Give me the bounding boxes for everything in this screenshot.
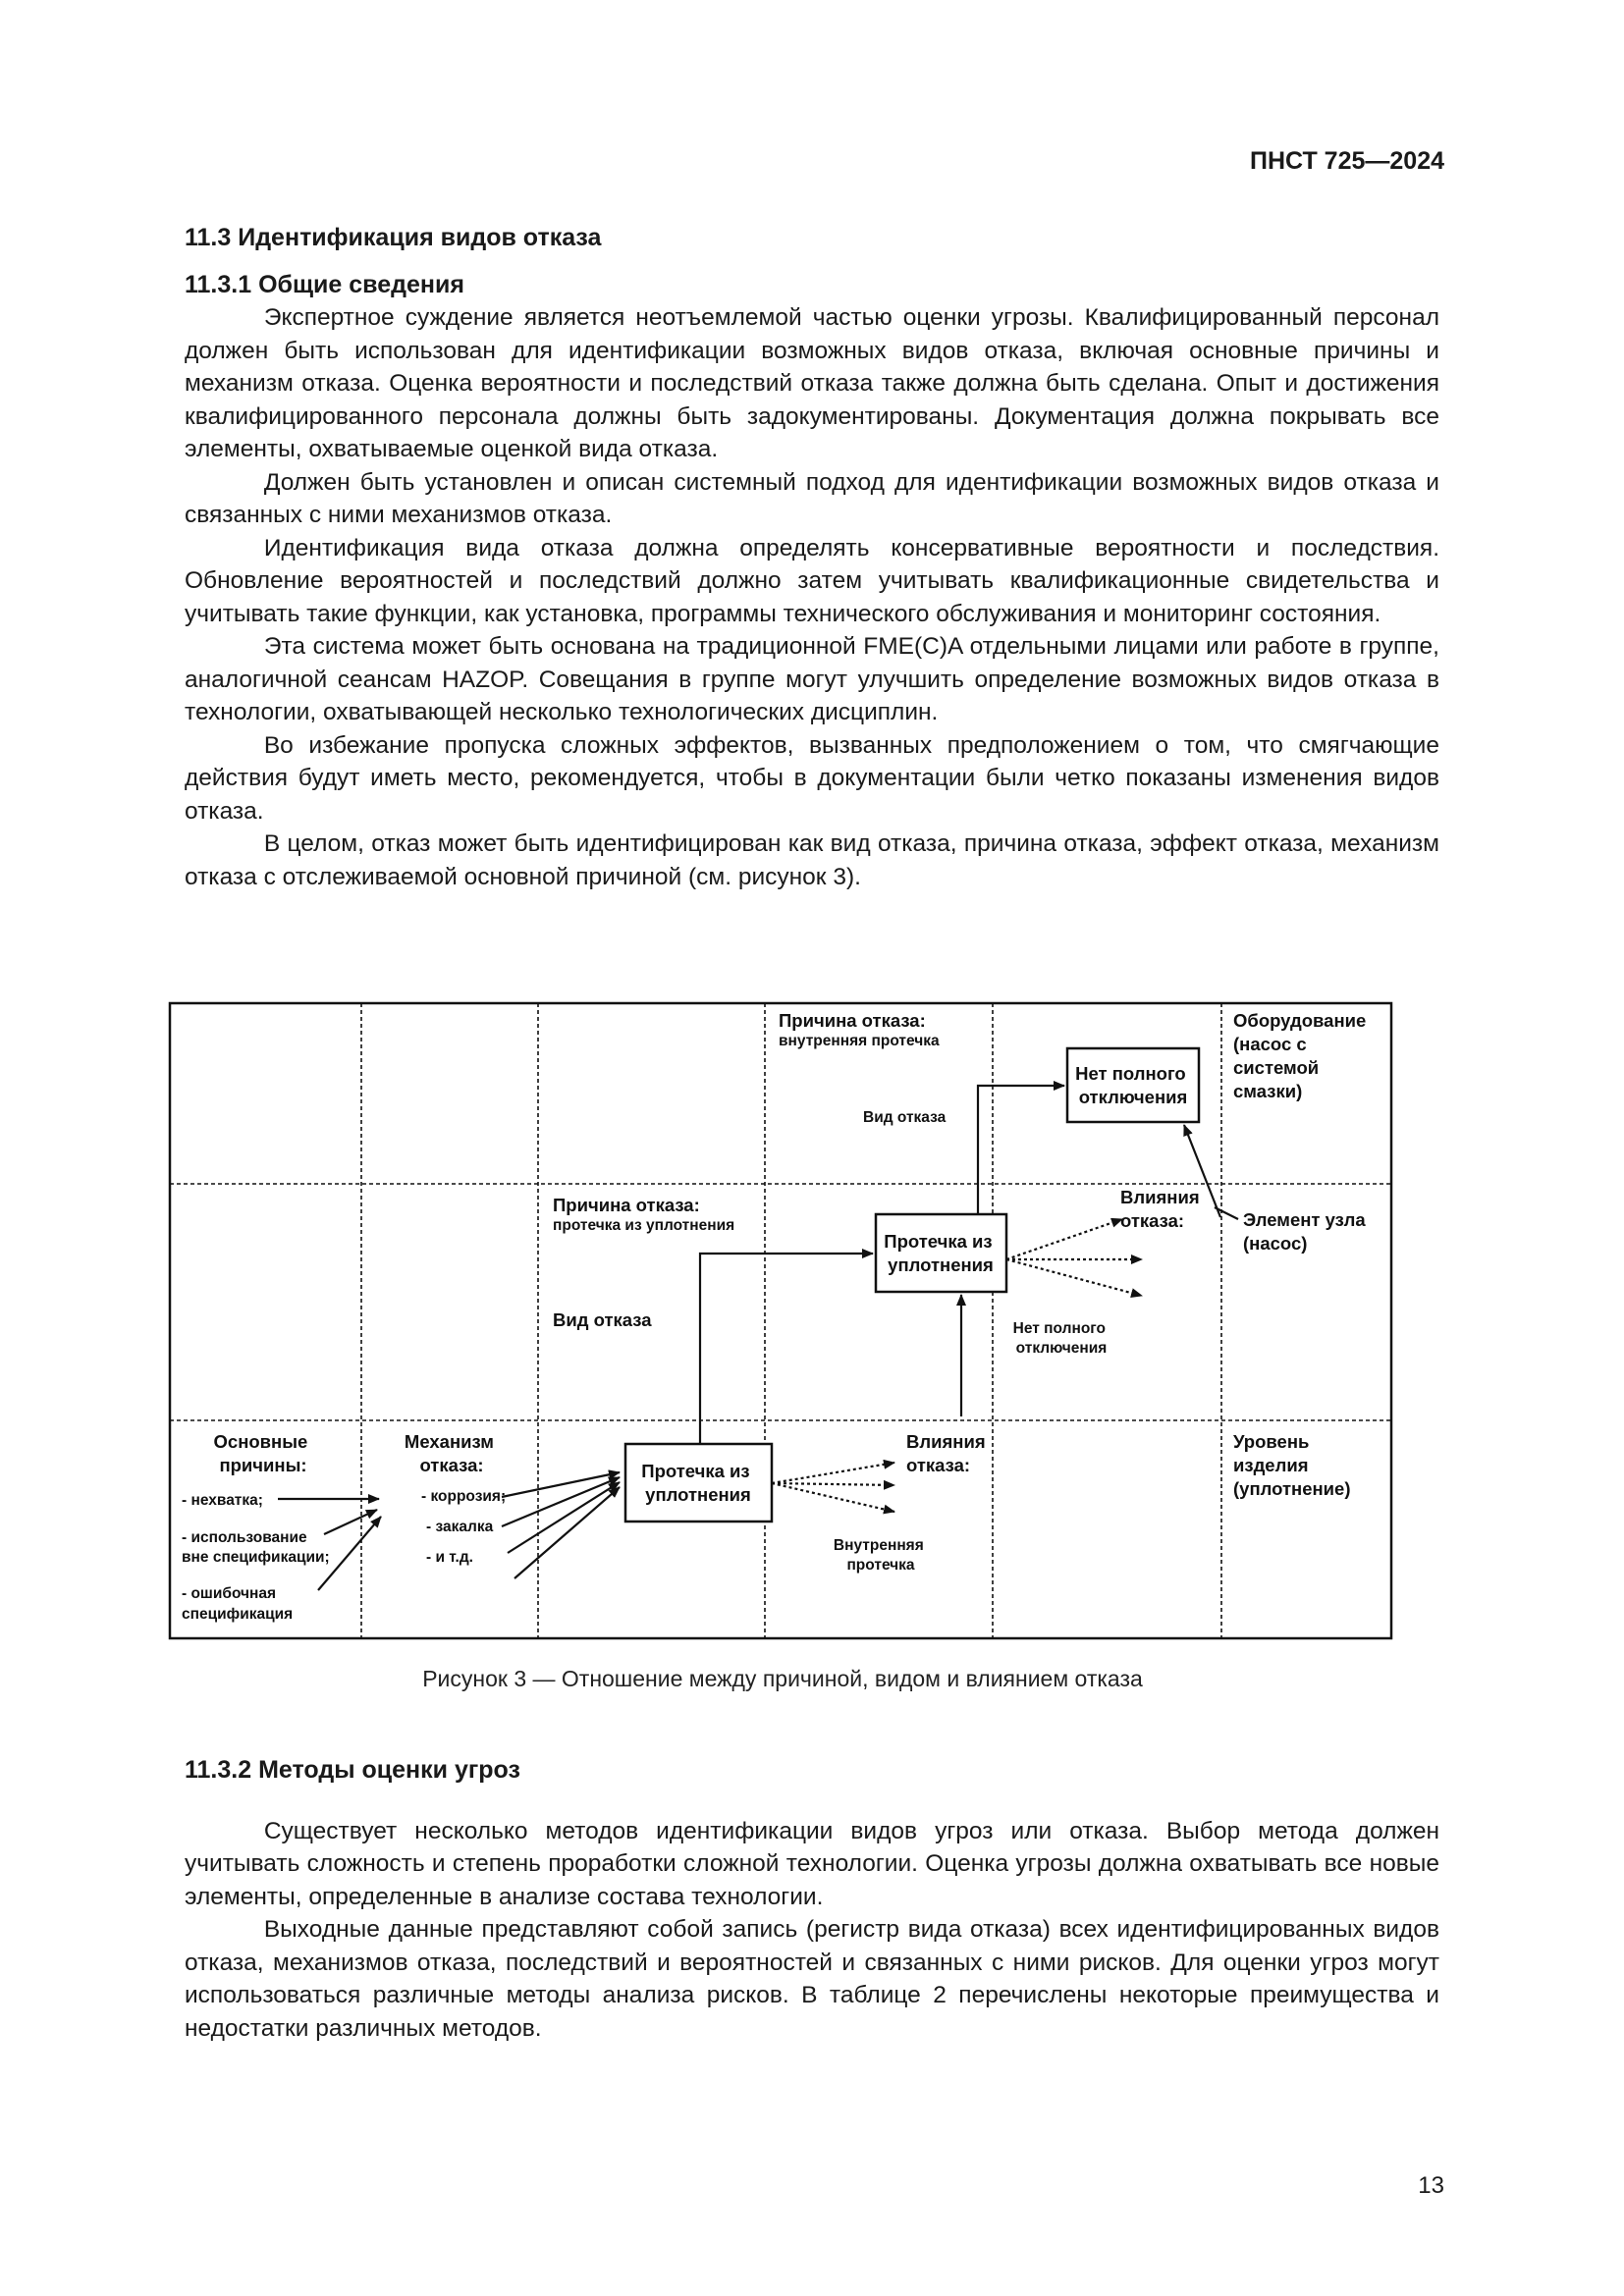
- root-causes-title: Основные причины:: [213, 1431, 308, 1475]
- middle-mode-label: Вид отказа: [553, 1309, 652, 1330]
- section-11-3-2: [185, 1754, 1439, 2045]
- box-seal-leak-bottom-label: Протечка из уплотнения: [641, 1461, 751, 1505]
- diagram-frame: [170, 1003, 1391, 1638]
- mechanism-list: - коррозия; - закалка - и т.д.: [421, 1488, 507, 1566]
- level-label-equipment: Оборудование (насос с системой смазки): [1233, 1010, 1367, 1101]
- top-cause-title: Причина отказа:: [779, 1010, 926, 1031]
- figure-3: [168, 1001, 1393, 1640]
- mechanism-arrows: [502, 1472, 620, 1578]
- document-code: ПНСТ 725—2024: [1250, 147, 1444, 175]
- bottom-effect-note: Внутренняя протечка: [833, 1537, 924, 1574]
- mode-path-middle: [700, 1254, 873, 1444]
- middle-cause-title: Причина отказа:: [553, 1195, 700, 1215]
- mode-path-top: [978, 1086, 1064, 1214]
- middle-effect-note: Нет полного отключения: [1012, 1320, 1108, 1357]
- level-label-item: Уровень изделия (уплотнение): [1233, 1431, 1351, 1499]
- page-number: 13: [1418, 2172, 1444, 2199]
- bottom-effect-arrows: [772, 1463, 894, 1512]
- figure-caption: Рисунок 3 — Отношение между причиной, видом и влиянием отказа: [422, 1666, 1143, 1691]
- middle-effects-title: Влияния отказа:: [1120, 1187, 1200, 1231]
- subsection-title: 11.3.1 Общие сведения: [185, 270, 464, 298]
- paragraph: Эта система может быть основана на традиционной FME(C)A отдельными лицами или работе в группе, аналогичной сеансам HAZOP. Совещания в группе могут улучшить определение возможных видов отказа в технологии, охватывающей несколько технологических дисциплин.: [185, 633, 1439, 725]
- box-no-full-shutdown-label: Нет полного отключения: [1075, 1063, 1188, 1107]
- top-cause-detail: внутренняя протечка: [779, 1033, 940, 1049]
- box-seal-leak-bottom: [625, 1444, 772, 1522]
- paragraph: Существует несколько методов идентификации видов угроз или отказа. Выбор метода должен учитывать сложность и степень проработки сложной технологии. Оценка угрозы должна охватывать все новые элементы, определенные в анализе состава технологии.: [185, 1817, 1439, 1910]
- row-dividers: [170, 1184, 1391, 1420]
- paragraph: Выходные данные представляют собой запись (регистр вида отказа) всех идентифицированных видов отказа, механизмов отказа, последствий и вероятностей и связанных с ними рисков. Для оценки угроз могут использоваться различные методы анализа рисков. В таблице 2 перечислены некоторые преимущества и недостатки различных методов.: [185, 1916, 1439, 2042]
- paragraph: Во избежание пропуска сложных эффектов, вызванных предположением о том, что смягчающие действия будут иметь место, рекомендуется, чтобы в документации были четко показаны изменения видов отказа.: [185, 731, 1439, 825]
- mechanism-title: Механизм отказа:: [404, 1431, 494, 1475]
- level-label-assembly: Элемент узла (насос): [1243, 1209, 1366, 1254]
- bottom-effects-title: Влияния отказа:: [906, 1431, 986, 1475]
- paragraph: Идентификация вида отказа должна определять консервативные вероятности и последствия. Обновление вероятностей и последствий должно затем учитывать квалификационные свидетельства и учитывать такие функции, как установка, программы технического обслуживания и мониторинг состояния.: [185, 534, 1439, 627]
- box-seal-leak-middle: [876, 1214, 1006, 1292]
- top-mode-label: Вид отказа: [863, 1109, 947, 1126]
- paragraph: В целом, отказ может быть идентифицирован как вид отказа, причина отказа, эффект отказа, механизм отказа с отслеживаемой основной причиной (см. рисунок 3).: [185, 830, 1439, 890]
- failure-relationship-diagram: [168, 1001, 1393, 1640]
- box-no-full-shutdown: [1067, 1048, 1199, 1122]
- subsection-title: 11.3.2 Методы оценки угроз: [185, 1756, 520, 1784]
- box-seal-leak-middle-label: Протечка из уплотнения: [884, 1231, 994, 1275]
- middle-cause-detail: протечка из уплотнения: [553, 1217, 735, 1234]
- section-title: 11.3 Идентификация видов отказа: [185, 224, 602, 251]
- root-causes-list: - нехватка; - использование вне спецификации; - ошибочная спецификация: [182, 1492, 330, 1623]
- paragraph: Экспертное суждение является неотъемлемой частью оценки угрозы. Квалифицированный персонал должен быть использован для идентификации возможных видов отказа, включая основные причины и механизм отказа. Оценка вероятности и последствий отказа также должна быть сделана. Опыт и достижения квалифицированного персонала должны быть задокументированы. Документация должна покрывать все элементы, охватываемые оценкой вида отказа.: [185, 304, 1439, 462]
- section-11-3: [185, 222, 1439, 893]
- paragraph: Должен быть установлен и описан системный подход для идентификации возможных видов отказа и связанных с ними механизмов отказа.: [185, 468, 1439, 528]
